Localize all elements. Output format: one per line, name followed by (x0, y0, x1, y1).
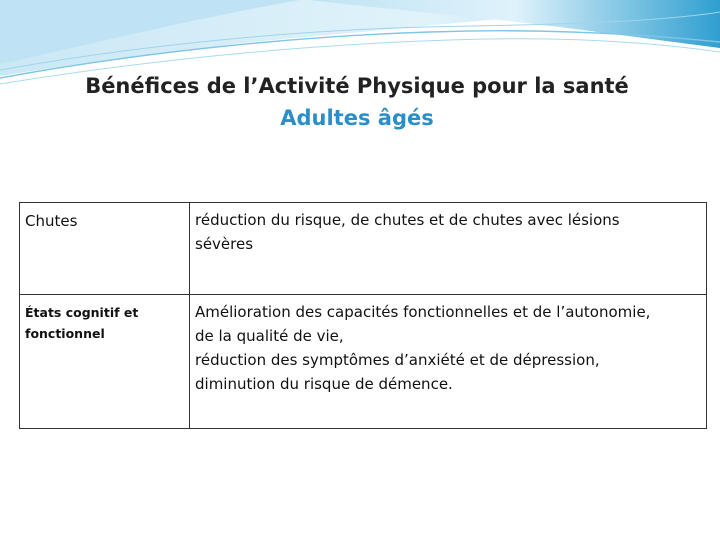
row-text-etats-cognitif (190, 295, 706, 396)
row-label-cell (20, 203, 190, 295)
table-row (20, 203, 707, 295)
row-label-chutes: Chutes (25, 212, 78, 230)
text-line: réduction des symptômes d’anxiété et de dépression, (195, 351, 600, 369)
text-line: Amélioration des capacités fonctionnelles et de l’autonomie, (195, 303, 651, 321)
row-text-cell (190, 295, 707, 429)
title-block (0, 70, 714, 134)
text-line: sévères (195, 235, 254, 253)
text-line: diminution du risque de démence. (195, 375, 453, 393)
label-line: États cognitif et (25, 305, 139, 320)
text-line: réduction du risque, de chutes et de chutes avec lésions (195, 211, 620, 229)
row-label-etats-cognitif (20, 295, 189, 344)
row-label-cell (20, 295, 190, 429)
row-text-chutes (190, 203, 706, 256)
row-text-cell (190, 203, 707, 295)
slide-title: Bénéfices de l’Activité Physique pour la santé (85, 74, 629, 98)
table-row (20, 295, 707, 429)
label-line: fonctionnel (25, 326, 105, 341)
text-line: de la qualité de vie, (195, 327, 344, 345)
benefits-table (19, 202, 707, 429)
slide-subtitle: Adultes âgés (280, 106, 434, 130)
